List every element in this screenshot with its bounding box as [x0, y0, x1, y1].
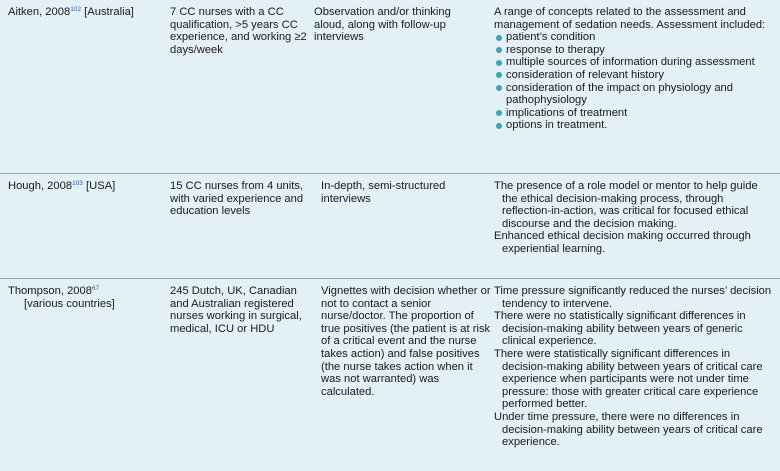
study-cell: Thompson, 2008$^{67}$ [various countries]: [8, 285, 115, 310]
method-cell: Observation and/or thinking aloud, along with follow-up interviews: [314, 6, 451, 44]
reference-number[interactable]: 103: [72, 180, 83, 187]
table-row: [0, 279, 780, 471]
finding-text: Enhanced ethical decision making occurred through experiential learning.: [494, 230, 751, 255]
list-item: response to therapy: [494, 44, 774, 57]
list-item: multiple sources of information during assessment: [494, 56, 774, 69]
participants-cell: 15 CC nurses from 4 units, with varied experience and education levels: [170, 180, 304, 218]
study-cell: Hough, 2008$^{103}$ [USA]: [8, 180, 116, 192]
list-item: consideration of relevant history: [494, 69, 774, 82]
table-row: [0, 174, 780, 279]
finding-text: There were no statistically significant differences in decision-making ability between years of generic clinical experience.: [494, 310, 746, 348]
method-cell: In-depth, semi-structured interviews: [321, 180, 446, 205]
participants-cell: 245 Dutch, UK, Canadian and Australian registered nurses working in surgical, medical, ICU or HDU: [170, 285, 302, 335]
list-item: implications of treatment: [494, 107, 774, 120]
findings-cell: [494, 6, 774, 132]
list-item: patient’s condition: [494, 31, 774, 44]
study-cell: Aitken, 2008$^{102}$ [Australia]: [8, 6, 134, 18]
finding-list: [494, 31, 774, 132]
method-cell: Vignettes with decision whether or not to contact a senior nurse/doctor. The proportion of true positives (the patient is at risk of a critical event and the nurse takes action) and false positives (the nurse takes action when it was not warranted) was calculated.: [321, 285, 491, 398]
reference-number[interactable]: 67: [91, 285, 100, 292]
finding-text: The presence of a role model or mentor to help guide the ethical decision-making process, through reflection-in-action, was critical for focused ethical discourse and the decision making.: [494, 180, 758, 230]
findings-cell: [494, 180, 774, 256]
list-item: consideration of the impact on physiology and pathophysiology: [494, 82, 774, 107]
finding-intro: A range of concepts related to the assessment and management of sedation needs. Assessment included:: [494, 6, 766, 31]
findings-cell: [494, 285, 774, 449]
finding-text: Under time pressure, there were no differences in decision-making ability between years of critical care experience.: [494, 410, 763, 449]
participants-cell: 7 CC nurses with a CC qualification, >5 years CC experience, and working ≥2 days/week: [170, 6, 307, 56]
finding-text: There were statistically significant differences in decision-making ability between years of critical care experience when participants were not under time pressure: those with greater critical care experience performed better.: [494, 347, 763, 411]
list-item: options in treatment.: [494, 119, 774, 132]
table-row: [0, 0, 780, 174]
finding-text: Time pressure significantly reduced the nurses’ decision tendency to intervene.: [494, 285, 772, 310]
reference-number[interactable]: 102: [70, 6, 82, 13]
